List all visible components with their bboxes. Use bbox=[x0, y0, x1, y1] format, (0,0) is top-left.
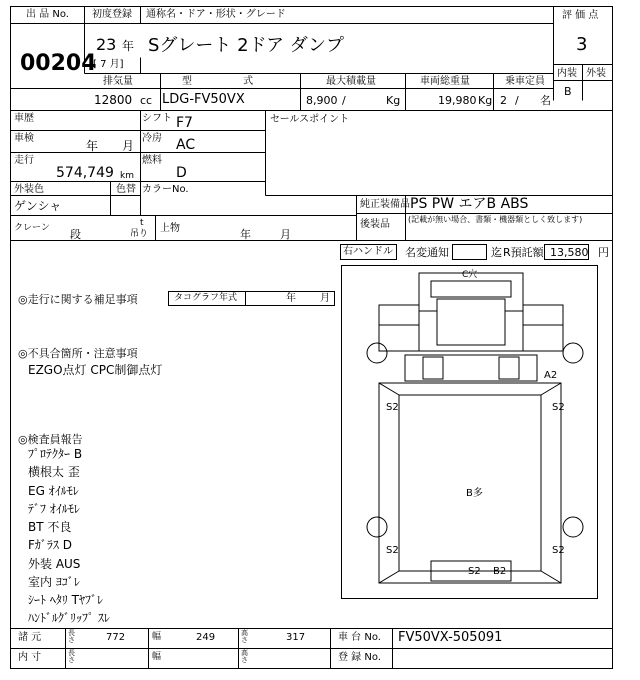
mark-s2-right-mid: S2 bbox=[552, 402, 565, 413]
mark-s2-center-bottom: S2 bbox=[468, 566, 481, 577]
capacity-unit: 名 bbox=[540, 94, 551, 107]
gross-weight-value: 19,980 bbox=[438, 94, 477, 107]
mileage-label: 走行 bbox=[14, 155, 34, 166]
mileage-unit: km bbox=[120, 171, 134, 181]
ac-label: 冷房 bbox=[142, 133, 162, 144]
rhd-label: 右ハンドル bbox=[343, 246, 393, 257]
upper-year-unit: 年 bbox=[240, 228, 251, 241]
capacity-label: 乗車定員 bbox=[505, 76, 545, 87]
inspector-item: ﾃﾞﾌ ｵｲﾙﾓﾚ bbox=[28, 502, 80, 516]
reg-year: 23 bbox=[96, 35, 117, 54]
model-code: LDG-FV50VX bbox=[162, 92, 245, 107]
shift-value: F7 bbox=[176, 115, 193, 131]
displacement-value: 12800 bbox=[94, 93, 133, 107]
inspector-item: Fｶﾞﾗｽ D bbox=[28, 538, 72, 552]
model-name: Sグレート 2ドア ダンプ bbox=[148, 35, 344, 56]
name-change-label: 名変通知 bbox=[405, 246, 449, 259]
interior-grade: B bbox=[564, 85, 572, 98]
width-label: 幅 bbox=[152, 632, 162, 642]
exterior-grade-label: 外装 bbox=[586, 68, 606, 79]
shift-label: シフト bbox=[142, 113, 172, 124]
type-label: 型 式 bbox=[182, 76, 278, 87]
chassis-label: 車 台 No. bbox=[338, 632, 381, 643]
dims-label: 諸 元 bbox=[18, 632, 42, 643]
inspection-month-unit: 月 bbox=[122, 139, 135, 153]
mark-s2-left-bottom: S2 bbox=[386, 545, 399, 556]
exterior-color: ゲンシャ bbox=[14, 199, 62, 213]
mark-a2: A2 bbox=[544, 370, 558, 381]
history-label: 車歴 bbox=[14, 113, 34, 124]
color-code-label: 色替 bbox=[116, 184, 136, 195]
tachograph-month-unit: 月 bbox=[320, 293, 330, 304]
lot-no-label: 出 品 No. bbox=[26, 9, 69, 20]
crane-t: t bbox=[140, 218, 144, 228]
in-height-label: 高さ bbox=[241, 649, 248, 664]
upper-label: 上物 bbox=[160, 223, 180, 234]
first-reg-label: 初度登録 bbox=[92, 9, 132, 20]
c-hole-mark: C穴 bbox=[462, 270, 478, 280]
reg-year-unit: 年 bbox=[122, 39, 135, 53]
model-label: 通称名・ドア・形状・グレード bbox=[146, 9, 286, 20]
crane-hoist: 吊り bbox=[130, 229, 149, 239]
fuel-label: 燃料 bbox=[142, 155, 162, 166]
rating-value: 3 bbox=[576, 34, 588, 55]
in-width-label: 幅 bbox=[152, 652, 162, 662]
inspector-item: 横根太 歪 bbox=[28, 465, 80, 479]
gross-weight-label: 車両総重量 bbox=[420, 76, 470, 87]
displacement-unit: cc bbox=[140, 94, 153, 107]
color-no-label: カラーNo. bbox=[142, 184, 189, 195]
inspector-item: ﾊﾝﾄﾞﾙｸﾞﾘｯﾌﾟ ｽﾚ bbox=[28, 611, 110, 625]
gross-weight-unit: Kg bbox=[478, 94, 493, 107]
defects-title: ◎不具合箇所・注意事項 bbox=[18, 347, 138, 360]
tachograph-label: タコグラフ年式 bbox=[174, 293, 238, 303]
max-load-label: 最大積載量 bbox=[326, 76, 376, 87]
displacement-label: 排気量 bbox=[103, 76, 133, 87]
inspector-item: ﾌﾟﾛﾃｸﾀｰ B bbox=[28, 447, 83, 461]
length-value: 772 bbox=[106, 632, 126, 643]
capacity-slash: / bbox=[515, 94, 519, 107]
max-load-value: 8,900 bbox=[306, 94, 338, 107]
height-value: 317 bbox=[286, 632, 306, 643]
inspector-title: ◎検査員報告 bbox=[18, 433, 83, 446]
exterior-color-label: 外装色 bbox=[14, 184, 44, 195]
in-length-label: 長さ bbox=[68, 649, 75, 664]
length-label: 長さ bbox=[68, 629, 75, 644]
mark-s2-right-bottom: S2 bbox=[552, 545, 565, 556]
crane-label: クレーン bbox=[14, 223, 50, 233]
aftermarket-note: (記載が無い場合、書類・機器類としく致します) bbox=[408, 215, 583, 224]
inspector-item: EG ｵｲﾙﾓﾚ bbox=[28, 484, 79, 498]
chassis-value: FV50VX-505091 bbox=[398, 630, 503, 645]
inspection-label: 車検 bbox=[14, 133, 34, 144]
mileage-value: 574,749 bbox=[56, 165, 114, 181]
interior-dims-label: 内 寸 bbox=[18, 652, 42, 663]
upper-month-unit: 月 bbox=[280, 228, 291, 241]
inspector-item: BT 不良 bbox=[28, 520, 72, 534]
registration-label: 登 録 No. bbox=[338, 652, 381, 663]
inspector-item: 室内 ﾖｺﾞﾚ bbox=[28, 575, 80, 589]
driving-notes-title: ◎走行に関する補足事項 bbox=[18, 293, 138, 306]
genuine-equip: PS PW エアB ABS bbox=[410, 196, 529, 212]
reg-month: [ 7 月] bbox=[93, 59, 124, 70]
ac-value: AC bbox=[176, 137, 196, 153]
defects-text: EZGO点灯 CPC制御点灯 bbox=[28, 363, 163, 377]
rating-label: 評 価 点 bbox=[562, 10, 599, 21]
height-label: 高さ bbox=[241, 629, 248, 644]
max-load-slash: / bbox=[342, 94, 346, 107]
mark-b-multi: B多 bbox=[466, 488, 483, 499]
tachograph-year-unit: 年 bbox=[286, 293, 296, 304]
crane-stage-unit: 段 bbox=[70, 228, 81, 241]
interior-grade-label: 内装 bbox=[557, 68, 577, 79]
capacity-value: 2 bbox=[500, 94, 507, 107]
inspector-item: ｼｰﾄ ﾍﾀﾘ Tﾔﾌﾞﾚ bbox=[28, 593, 103, 607]
mark-b2: B2 bbox=[493, 566, 507, 577]
mark-s2-left-mid: S2 bbox=[386, 402, 399, 413]
deposit-label: R預託額 bbox=[503, 246, 544, 259]
width-value: 249 bbox=[196, 632, 216, 643]
lot-no: 00204 bbox=[20, 51, 97, 76]
sales-point-label: セールスポイント bbox=[270, 114, 350, 125]
inspection-year-unit: 年 bbox=[86, 139, 99, 153]
max-load-unit: Kg bbox=[386, 94, 401, 107]
yen-unit: 円 bbox=[598, 246, 609, 259]
notice-separator: 迄 bbox=[491, 246, 502, 259]
genuine-equip-label: 純正装備品 bbox=[360, 199, 410, 210]
inspector-item: 外装 AUS bbox=[28, 557, 81, 571]
fuel-value: D bbox=[176, 165, 187, 181]
aftermarket-label: 後装品 bbox=[360, 219, 390, 230]
deposit-value: 13,580 bbox=[550, 246, 589, 259]
